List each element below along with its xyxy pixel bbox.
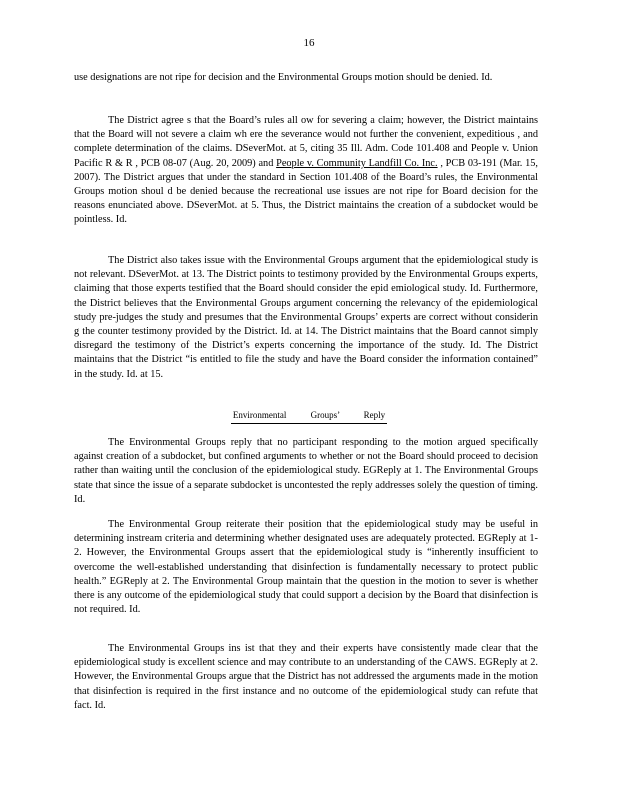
paragraph-eg-reiterate: The Environmental Group reiterate their position that the epidemiological study may be useful in determining instream criteria and determining whether designated uses are adequately protected. EGReply at 1-2. However, the Environmental Groups assert that the epidemiological study is “inherently insufficient to overcome the well-established understanding that disinfection is fundamentally necessary to protect public health.” EGReply at 2. The Environmental Group maintain that the question in the motion to sever is whether there is any outcome of the epidemiological study that could support a decision by the Board that disinfection is not required. Id. [74,519,538,616]
page-number: 16 [303,37,315,49]
paragraph-text-part-a: The District agree s that the Board’s rules all ow for severing a claim; however, the District maintains that the Board will not severe a claim wh ere the severance would not further the convenient, expeditious , and complete determination of the claims. DSeverMot. at 5, citing 35 Ill. Adm. Code 101.408 and People v. Union Pacific R & R , PCB 08-07 (Aug. 20, 2009) and [74,115,538,169]
section-heading-text: Environmental Groups’ Reply [231,408,387,424]
paragraph-text-part-b: , PCB 03-191 (Mar. 15, 2007). The District argues that under the standard in Section 101.408 of the Board’s rules, the Environmental Groups motion shoul d be denied because the recreational use issues are not ripe for Board decision for the reasons enunciated above. DSeverMot. at 5. Thus, the District maintains the creation of a subdocket would be pointless. Id. [74,157,538,226]
section-heading [0,408,618,424]
paragraph-continuation: use designations are not ripe for decision and the Environmental Groups motion should be denied. Id. [74,72,493,83]
paragraph-eg-reply: The Environmental Groups reply that no participant responding to the motion argued specifically against creation of a subdocket, but confined arguments to whether or not the Board should proceed to decision rather than waiting until the conclusion of the epidemiological study. EGReply at 1. The Environmental Groups state that since the issue of a separate subdocket is uncontested the reply addresses solely the question of timing. Id. [74,437,538,505]
paragraph-district-severance [74,114,538,228]
paragraph-district-epidemiological: The District also takes issue with the Environmental Groups argument that the epidemiological study is not relevant. DSeverMot. at 13. The District points to testimony provided by the Environmental Groups experts, claiming that those experts testified that the Board should consider the epid emiological study. Id. Furthermore, the District believes that the Environmental Groups argument concerning the relevancy of the epidemiological study pre-judges the study and presumes that the Environmental Groups’ experts are correct without considerin g the counter testimony provided by the District. Id. at 14. The District maintains that the Board cannot simply disregard the testimony of the District’s experts concerning the importance of the study. Id. The District maintains that the District “is entitled to file the study and have the Board consider the information contained” in the study. Id. at 15. [74,255,538,380]
paragraph-eg-insist: The Environmental Groups ins ist that they and their experts have consistently made clear that the epidemiological study is excellent science and may contribute to an understanding of the CAWS. EGReply at 2. However, the Environmental Groups argue that the District has not addressed the arguments made in the motion that disinfection is required in the first instance and no outcome of the epidemiological study can refute that fact. Id. [74,643,538,711]
case-citation-link: People v. Community Landfill Co. Inc. [276,157,438,169]
